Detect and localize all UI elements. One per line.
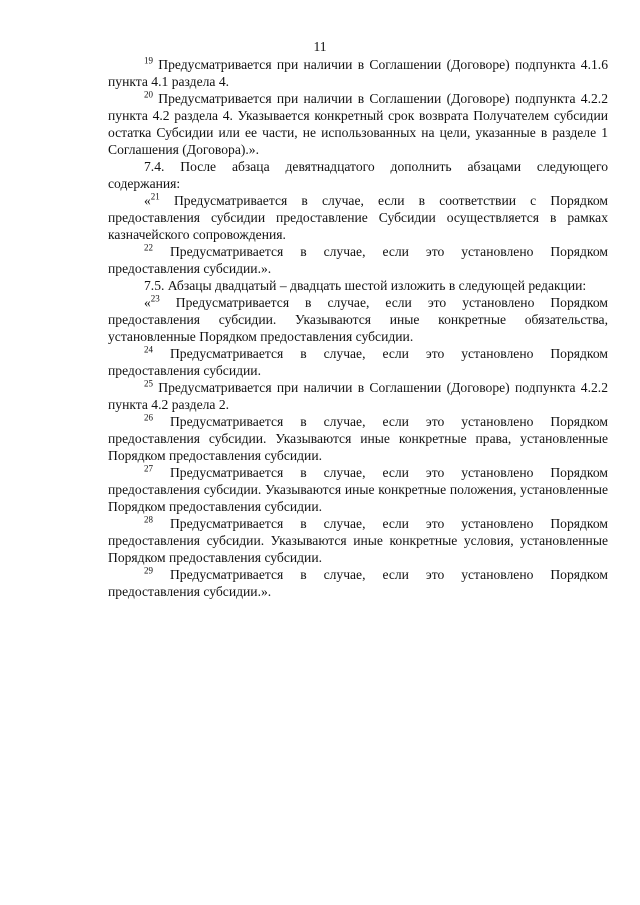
footnote-marker: 29 — [144, 565, 153, 576]
footnote-marker: 26 — [144, 412, 153, 423]
footnote-20: $^{20}$ Предусматривается при наличии в Соглашении (Договоре) подпункта 4.2.2 пункта 4.2 раздела 4. Указывается конкретный срок возврата Получателем субсидии остатка Субсидии или ее части, не использованных на цели, указанные в разделе 1 Соглашения (Договора).». — [108, 89, 608, 157]
clause-7-5: 7.5. Абзацы двадцатый – двадцать шестой изложить в следующей редакции: — [144, 278, 587, 293]
footnote-marker: 24 — [144, 344, 153, 355]
footnote-marker: 21 — [150, 191, 160, 202]
footnote-23: «$^{23}$ Предусматривается в случае, если это установлено Порядком предоставления субсидии. Указываются иные конкретные обязательства, установленные Порядком предоставления субсидии. — [108, 293, 608, 344]
clause-7-4: 7.4. После абзаца девятнадцатого дополнить абзацами следующего содержания: — [108, 159, 608, 191]
footnote-29: $^{29}$ Предусматривается в случае, если это установлено Порядком предоставления субсидии.». — [108, 565, 608, 599]
footnote-21: «$^{21}$ Предусматривается в случае, если в соответствии с Порядком предоставления субсидии предоставление Субсидии осуществляется в рамках казначейского сопровождения. — [108, 191, 608, 242]
footnote-25: $^{25}$ Предусматривается при наличии в Соглашении (Договоре) подпункта 4.2.2 пункта 4.2 раздела 2. — [108, 378, 608, 412]
footnote-27: $^{27}$ Предусматривается в случае, если это установлено Порядком предоставления субсидии. Указываются иные конкретные положения, установленные Порядком предоставления субсидии. — [108, 463, 608, 514]
footnote-marker: 25 — [144, 378, 153, 389]
footnote-22: $^{22}$ Предусматривается в случае, если это установлено Порядком предоставления субсидии.». — [108, 242, 608, 276]
page-number: 11 — [313, 39, 327, 54]
footnote-marker: 20 — [144, 89, 153, 100]
footnote-marker: 27 — [144, 463, 153, 474]
footnote-marker: 28 — [144, 514, 153, 525]
document-body — [108, 56, 608, 600]
footnote-26: $^{26}$ Предусматривается в случае, если это установлено Порядком предоставления субсидии. Указываются иные конкретные права, установленные Порядком предоставления субсидии. — [108, 412, 608, 463]
footnote-19: $^{19}$ Предусматривается при наличии в Соглашении (Договоре) подпункта 4.1.6 пункта 4.1 раздела 4. — [108, 55, 608, 89]
footnote-24: $^{24}$ Предусматривается в случае, если это установлено Порядком предоставления субсидии. — [108, 344, 608, 378]
footnote-28: $^{28}$ Предусматривается в случае, если это установлено Порядком предоставления субсидии. Указываются иные конкретные условия, установленные Порядком предоставления субсидии. — [108, 514, 608, 565]
footnote-marker: 22 — [144, 242, 153, 253]
footnote-marker: 23 — [150, 293, 160, 304]
footnote-marker: 19 — [144, 55, 153, 66]
